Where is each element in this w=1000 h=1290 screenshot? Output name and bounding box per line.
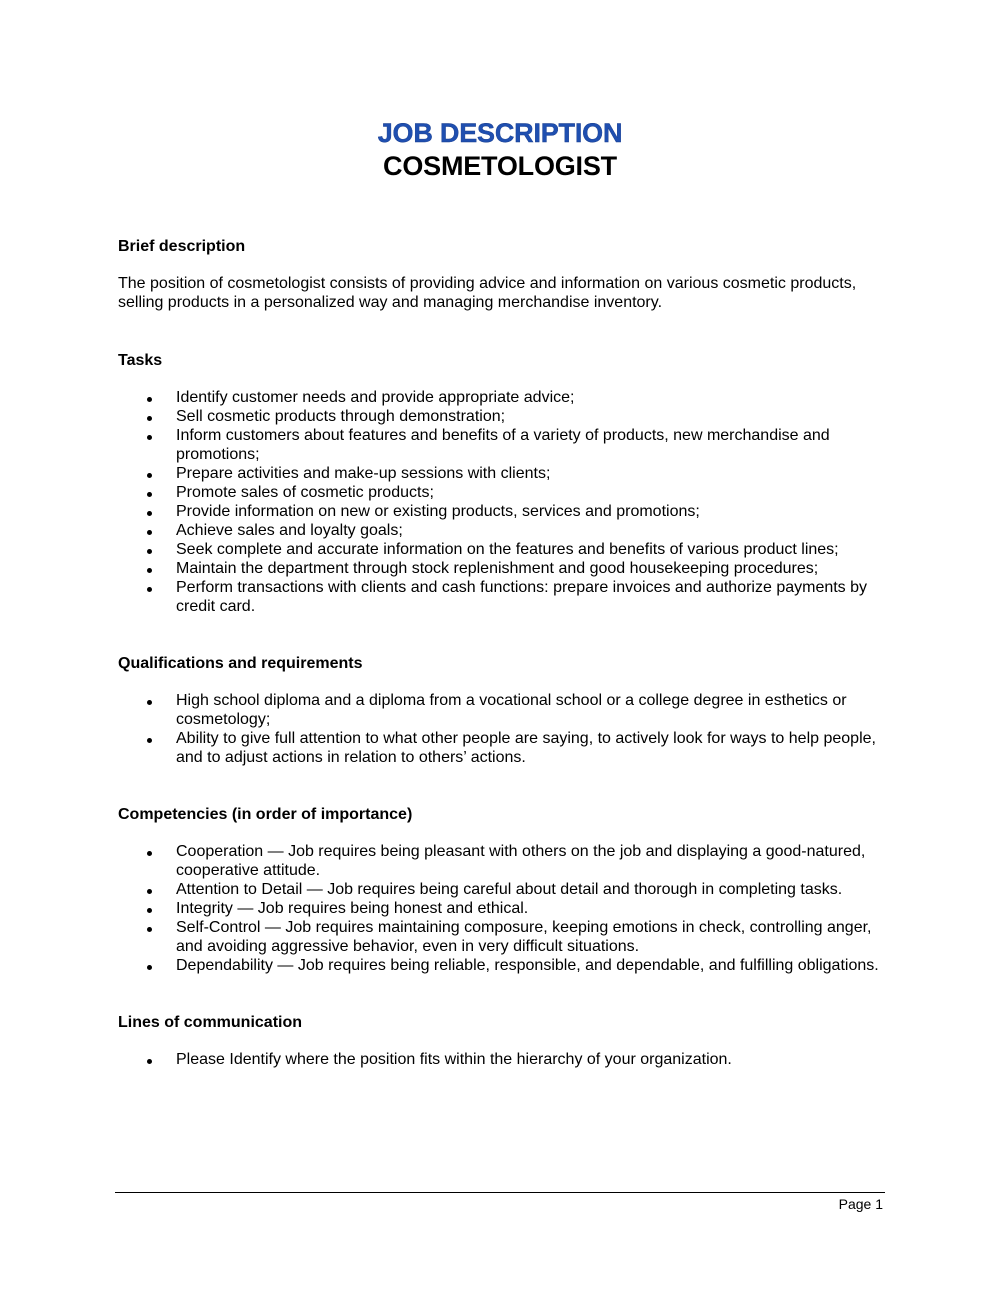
tasks-list	[118, 388, 888, 616]
list-item-text: Cooperation — Job requires being pleasant with others on the job and displaying a good-natured, cooperative attitude.	[176, 843, 866, 879]
section-brief-description	[118, 237, 888, 312]
bullet-icon	[147, 530, 152, 535]
bullet-icon	[147, 927, 152, 932]
list-item-text: Provide information on new or existing products, services and promotions;	[176, 503, 700, 520]
footer-divider	[115, 1192, 885, 1193]
section-lines-of-communication	[118, 1013, 888, 1069]
list-item	[118, 578, 888, 616]
section-competencies	[118, 805, 888, 975]
list-item	[118, 559, 888, 578]
list-item	[118, 521, 888, 540]
bullet-icon	[147, 511, 152, 516]
list-item-text: High school diploma and a diploma from a vocational school or a college degree in esthetics or cosmetology;	[176, 692, 847, 728]
list-item-text: Prepare activities and make-up sessions with clients;	[176, 465, 551, 482]
list-item-text: Sell cosmetic products through demonstration;	[176, 408, 506, 425]
bullet-icon	[147, 397, 152, 402]
list-item	[118, 691, 888, 729]
document-body	[118, 237, 888, 1107]
communication-list	[118, 1050, 888, 1069]
page-number: Page 1	[838, 1196, 883, 1212]
list-item	[118, 956, 888, 975]
bullet-icon	[147, 889, 152, 894]
section-qualifications	[118, 654, 888, 767]
list-item-text: Dependability — Job requires being reliable, responsible, and dependable, and fulfilling obligations.	[176, 957, 879, 974]
list-item-text: Integrity — Job requires being honest and ethical.	[176, 900, 529, 917]
list-item	[118, 899, 888, 918]
job-title: COSMETOLOGIST	[383, 151, 617, 181]
list-item-text: Inform customers about features and benefits of a variety of products, new merchandise and promotions;	[176, 427, 830, 463]
section-tasks	[118, 351, 888, 616]
bullet-icon	[147, 416, 152, 421]
list-item-text: Promote sales of cosmetic products;	[176, 484, 434, 501]
list-item-text: Ability to give full attention to what other people are saying, to actively look for ways to help people, and to adjust actions in relation to others’ actions.	[176, 730, 876, 766]
list-item	[118, 540, 888, 559]
list-item	[118, 464, 888, 483]
bullet-icon	[147, 587, 152, 592]
list-item-text: Self-Control — Job requires maintaining composure, keeping emotions in check, controlling anger, and avoiding aggressive behavior, even in very difficult situations.	[176, 919, 872, 955]
list-item	[118, 880, 888, 899]
section-heading: Competencies (in order of importance)	[118, 806, 413, 823]
list-item	[118, 502, 888, 521]
bullet-icon	[147, 851, 152, 856]
competencies-list	[118, 842, 888, 975]
list-item	[118, 426, 888, 464]
bullet-icon	[147, 435, 152, 440]
list-item-text: Seek complete and accurate information on the features and benefits of various product lines;	[176, 541, 839, 558]
section-heading: Lines of communication	[118, 1014, 303, 1031]
list-item-text: Perform transactions with clients and cash functions: prepare invoices and authorize payments by credit card.	[176, 579, 868, 615]
list-item-text: Attention to Detail — Job requires being careful about detail and thorough in completing tasks.	[176, 881, 843, 898]
bullet-icon	[147, 492, 152, 497]
list-item	[118, 388, 888, 407]
bullet-icon	[147, 908, 152, 913]
list-item	[118, 1050, 888, 1069]
list-item	[118, 918, 888, 956]
document-title: JOB DESCRIPTION	[377, 118, 623, 148]
bullet-icon	[147, 549, 152, 554]
section-heading: Tasks	[118, 352, 163, 369]
list-item	[118, 483, 888, 502]
qualifications-list	[118, 691, 888, 767]
brief-description-text: The position of cosmetologist consists of providing advice and information on various cosmetic products, selling products in a personalized way and managing merchandise inventory.	[118, 275, 857, 311]
list-item-text: Identify customer needs and provide appropriate advice;	[176, 389, 575, 406]
list-item	[118, 842, 888, 880]
list-item	[118, 729, 888, 767]
list-item-text: Achieve sales and loyalty goals;	[176, 522, 403, 539]
list-item-text: Maintain the department through stock replenishment and good housekeeping procedures;	[176, 560, 819, 577]
bullet-icon	[147, 965, 152, 970]
bullet-icon	[147, 738, 152, 743]
title-block	[0, 117, 1000, 183]
bullet-icon	[147, 700, 152, 705]
bullet-icon	[147, 473, 152, 478]
list-item-text: Please Identify where the position fits within the hierarchy of your organization.	[176, 1051, 732, 1068]
bullet-icon	[147, 1059, 152, 1064]
list-item	[118, 407, 888, 426]
section-heading: Brief description	[118, 238, 246, 255]
section-heading: Qualifications and requirements	[118, 655, 363, 672]
bullet-icon	[147, 568, 152, 573]
